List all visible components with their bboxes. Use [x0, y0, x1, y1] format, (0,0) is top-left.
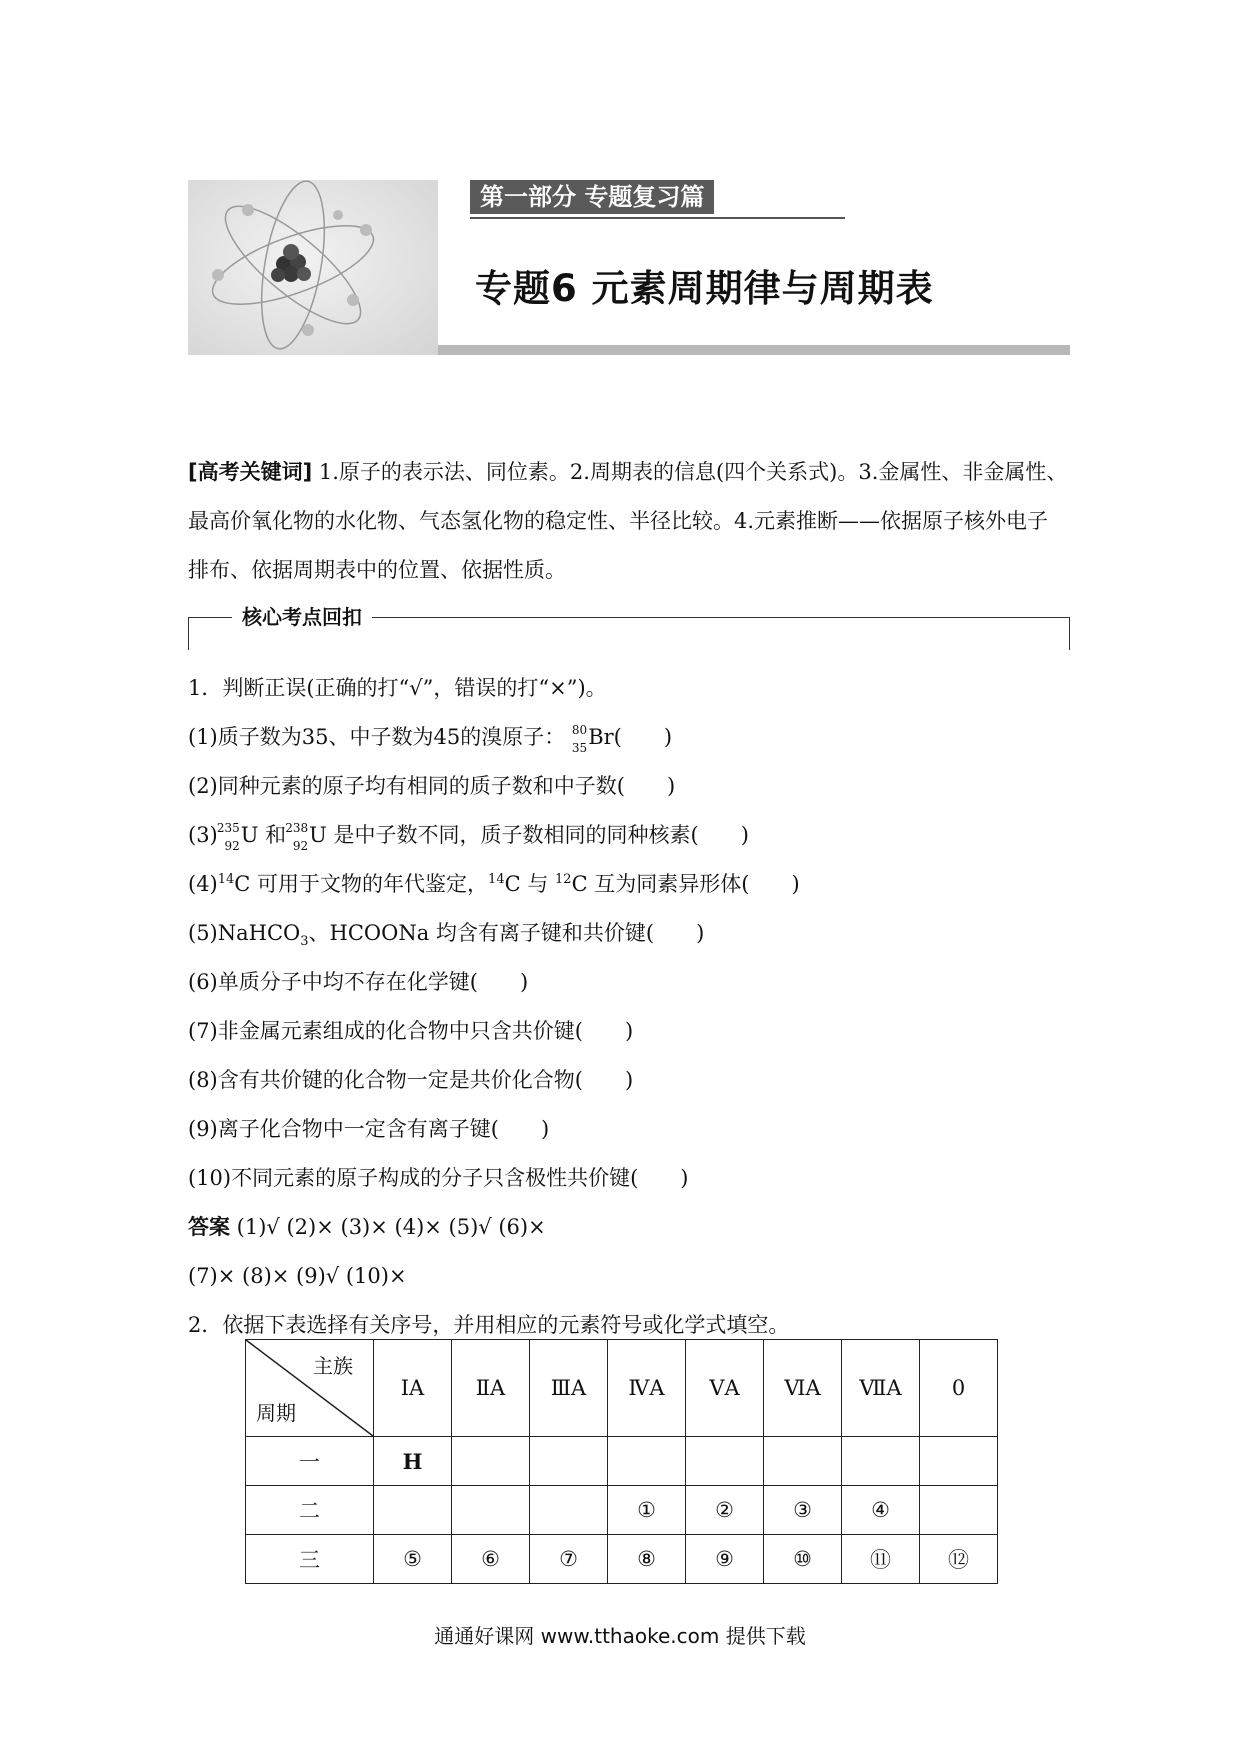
q1-item-9: (9)离子化合物中一定含有离子键( ): [188, 1117, 550, 1141]
mass-number: 80: [571, 722, 588, 737]
q1-item-7: (7)非金属元素组成的化合物中只含共价键( ): [188, 1019, 634, 1043]
subscript: 3: [300, 934, 309, 950]
q1-item-3: [188, 811, 1068, 860]
atomic-number: 35: [571, 740, 588, 755]
table-row: [246, 1486, 998, 1535]
mass-number: 14: [488, 872, 505, 887]
table-cell: [764, 1437, 842, 1486]
q1-intro: 1．判断正误(正确的打“√”，错误的打“×”)。: [188, 676, 607, 700]
table-cell: ⑫: [920, 1535, 998, 1584]
q1-item-2: (2)同种元素的原子均有相同的质子数和中子数( ): [188, 774, 676, 798]
table-cell: ⑤: [374, 1535, 452, 1584]
item-text: C 互为同素异形体( ): [571, 872, 800, 896]
table-row: [246, 1535, 998, 1584]
group-header: ⅦA: [842, 1340, 920, 1437]
item-text: C 可用于文物的年代鉴定，: [234, 872, 489, 896]
answer-text: (1)√ (2)× (3)× (4)× (5)√ (6)×: [230, 1215, 546, 1239]
table-cell: [452, 1437, 530, 1486]
table-header-row: [246, 1340, 998, 1437]
group-header: ⅡA: [452, 1340, 530, 1437]
corner-label-period: 周期: [256, 1401, 296, 1425]
table-cell: [686, 1437, 764, 1486]
group-header: ⅤA: [686, 1340, 764, 1437]
atomic-number: 92: [292, 838, 309, 853]
corner-label-group: 主族: [313, 1354, 353, 1378]
table-cell: ⑪: [842, 1535, 920, 1584]
q1-item-6: (6)单质分子中均不存在化学键( ): [188, 970, 529, 994]
item-text: (3): [188, 823, 218, 847]
atomic-number: 92: [224, 838, 240, 853]
answer-label: 答案: [188, 1215, 230, 1239]
table-row: [246, 1437, 998, 1486]
keywords-label: [高考关键词]: [188, 460, 313, 484]
item-text: (1)质子数为35、中子数为45的溴原子：: [188, 725, 566, 749]
table-cell: ⑦: [530, 1535, 608, 1584]
mass-number: 235: [216, 820, 240, 835]
table-cell: [530, 1486, 608, 1535]
group-header: ⅢA: [530, 1340, 608, 1437]
table-cell: ②: [686, 1486, 764, 1535]
group-header: 0: [920, 1340, 998, 1437]
banner-divider: [438, 345, 1070, 355]
mass-number: 238: [285, 820, 309, 835]
keywords-text: 1.原子的表示法、同位素。2.周期表的信息(四个关系式)。3.金属性、非金属性、最高价氧化物的水化物、气态氢化物的稳定性、半径比较。4.元素推断——依据原子核外电子排布、依据周期表中的位置、依据性质。: [188, 460, 1068, 582]
table-cell: [530, 1437, 608, 1486]
table-cell: ⑥: [452, 1535, 530, 1584]
table-cell: ⑧: [608, 1535, 686, 1584]
group-header: ⅠA: [374, 1340, 452, 1437]
table-cell: ⑨: [686, 1535, 764, 1584]
group-header: ⅥA: [764, 1340, 842, 1437]
q1-item-5: [188, 909, 1068, 958]
q1-item-8: (8)含有共价键的化合物一定是共价化合物( ): [188, 1068, 634, 1092]
table-cell: [920, 1437, 998, 1486]
mass-number: 14: [217, 872, 235, 887]
table-cell: [842, 1437, 920, 1486]
part-label: 第一部分 专题复习篇: [470, 180, 714, 214]
q1-answer-line-2: (7)× (8)× (9)√ (10)×: [188, 1264, 407, 1288]
table-cell: ①: [608, 1486, 686, 1535]
isotope-notation: [565, 724, 587, 754]
page-footer: 通通好课网 www.tthaoke.com 提供下载: [434, 1624, 806, 1648]
question-list: [188, 664, 1068, 1350]
item-text: U 和: [240, 823, 287, 847]
isotope-notation: [218, 822, 240, 852]
table-cell: [608, 1437, 686, 1486]
table-corner-cell: [246, 1340, 374, 1437]
atom-icon: [188, 180, 438, 355]
table-cell: ④: [842, 1486, 920, 1535]
section-title: 核心考点回扣: [232, 604, 372, 630]
exam-keywords: [188, 448, 1068, 595]
table-cell: ③: [764, 1486, 842, 1535]
q1-item-10: (10)不同元素的原子构成的分子只含极性共价键( ): [188, 1166, 689, 1190]
table-cell: ⑩: [764, 1535, 842, 1584]
item-text: C 与: [504, 872, 556, 896]
item-text: (5)NaHCO: [188, 921, 301, 945]
isotope-notation: [286, 822, 308, 852]
q1-item-4: [188, 860, 1068, 909]
period-label: 三: [246, 1535, 374, 1584]
period-label: 二: [246, 1486, 374, 1535]
table-cell: [452, 1486, 530, 1535]
table-cell: [374, 1486, 452, 1535]
period-label: 一: [246, 1437, 374, 1486]
part-underline: [470, 217, 845, 219]
q1-answer-line-1: [188, 1203, 1068, 1252]
table-cell: H: [374, 1437, 452, 1486]
q1-item-1: [188, 713, 1068, 762]
topic-title: 专题6 元素周期律与周期表: [475, 267, 934, 310]
item-text: 、HCOONa 均含有离子键和共价键( ): [308, 921, 705, 945]
q2-intro: 2．依据下表选择有关序号，并用相应的元素符号或化学式填空。: [188, 1313, 790, 1337]
item-text: (4): [188, 872, 218, 896]
periodic-table: [245, 1339, 998, 1584]
table-cell: [920, 1486, 998, 1535]
mass-number: 12: [555, 872, 572, 887]
item-text: Br( ): [588, 725, 673, 749]
atom-illustration: [188, 180, 438, 355]
item-text: U 是中子数不同，质子数相同的同种核素( ): [309, 823, 749, 847]
group-header: ⅣA: [608, 1340, 686, 1437]
